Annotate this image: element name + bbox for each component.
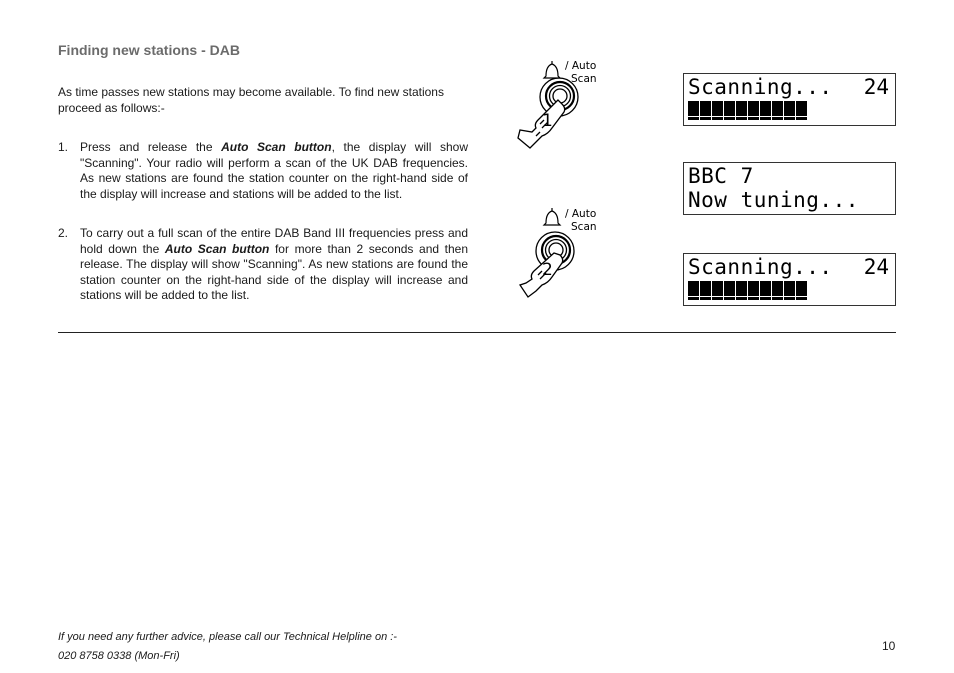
progress-block [796,281,807,300]
page-number: 10 [882,639,896,653]
step-2 [58,226,468,304]
progress-block [700,281,711,300]
progress-block [796,101,807,120]
divider [58,332,896,333]
section-heading: Finding new stations - DAB [58,42,240,58]
progress-block [712,101,723,120]
lcd-display-tuning [683,162,896,215]
step-1 [58,140,468,202]
auto-label: / Auto [565,208,597,220]
progress-block [736,101,747,120]
lcd-line-1: Scanning... [688,255,833,279]
step-number: 1. [58,140,69,154]
helpline-text: If you need any further advice, please call our Technical Helpline on :- [58,631,397,643]
step-number: 2. [58,226,69,240]
step-text: To carry out a full scan of the entire DAB Band III frequencies press and hold down the Auto Scan button for more than 2 seconds and then release. The display will show "Scanning". As new stations are found the station counter on the right-hand side of the display will increase and stations will be added to the list. [80,226,468,302]
progress-block [712,281,723,300]
press-hold-button-illustration [512,205,612,301]
progress-block [760,101,771,120]
progress-block [688,281,699,300]
lcd-line-1: Scanning... [688,75,833,99]
station-counter: 24 [863,75,889,99]
progress-bar-blocks [688,281,807,300]
progress-block [700,101,711,120]
scan-label: Scan [571,73,597,85]
progress-block [748,281,759,300]
scan-label: Scan [571,221,597,233]
lcd-line-1: BBC 7 [688,164,754,188]
press-button-illustration [512,58,612,154]
progress-block [772,281,783,300]
progress-block [724,101,735,120]
lcd-line-2: Now tuning... [688,188,859,212]
alarm-bell-icon [544,208,560,225]
progress-block [784,101,795,120]
progress-bar-blocks [688,101,807,120]
step-marker: 1 [542,111,553,131]
lcd-display-scanning [683,73,896,126]
step-marker: 2 [542,260,553,280]
progress-block [688,101,699,120]
progress-block [784,281,795,300]
station-counter: 24 [863,255,889,279]
alarm-bell-icon [544,61,560,78]
progress-block [760,281,771,300]
progress-block [736,281,747,300]
helpline-number: 020 8758 0338 (Mon-Fri) [58,650,180,662]
auto-label: / Auto [565,60,597,72]
lcd-display-scanning [683,253,896,306]
progress-block [724,281,735,300]
footer-helpline [58,628,397,666]
auto-scan-button-term: Auto Scan button [221,140,332,154]
progress-block [772,101,783,120]
step-text: Press and release the Auto Scan button, the display will show "Scanning". Your radio will perform a scan of the UK DAB frequencies. As new stations are found the station counter on the right-hand side of the display will increase and stations will be added to the list. [80,140,468,201]
intro-paragraph: As time passes new stations may become available. To find new stations proceed as follows:- [58,85,444,115]
progress-block [748,101,759,120]
auto-scan-button-term: Auto Scan button [164,241,270,256]
